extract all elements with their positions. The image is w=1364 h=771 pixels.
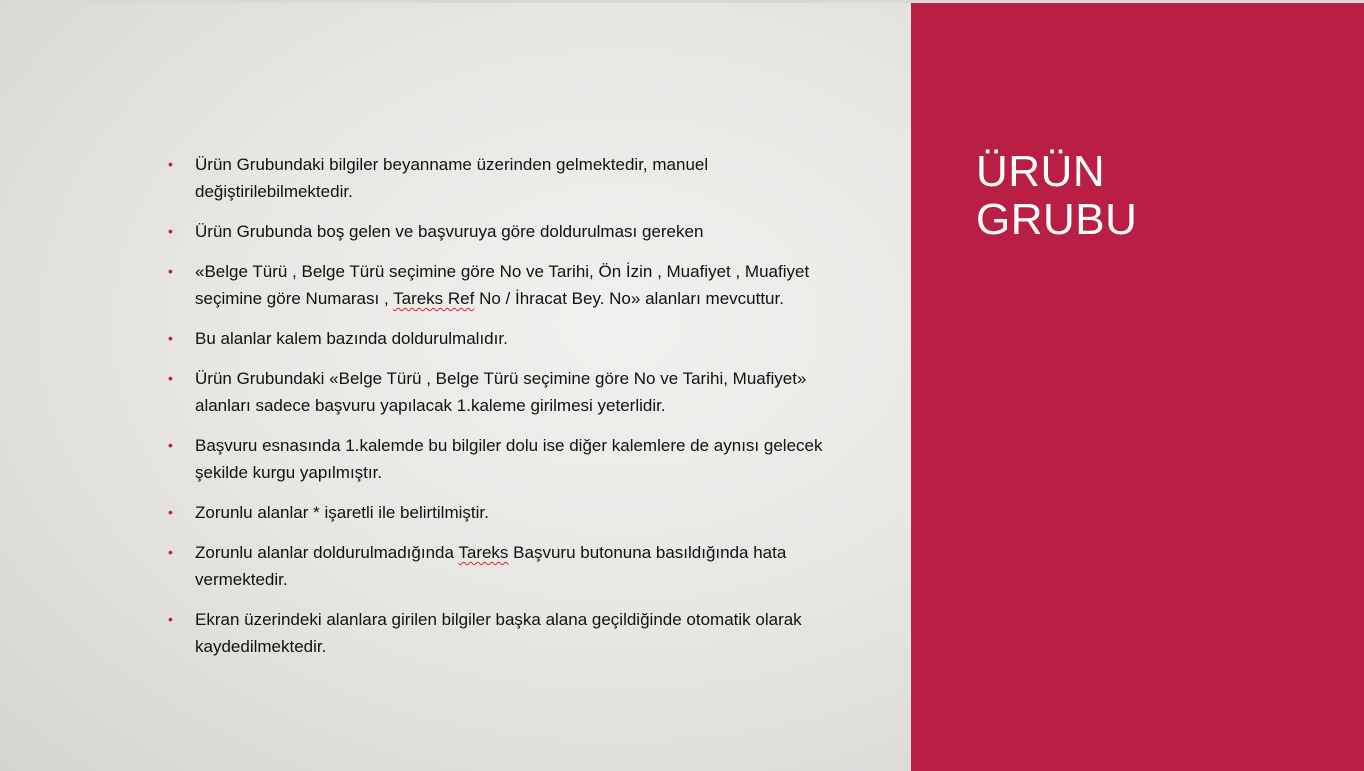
bullet-text-part: Başvuru butonuna basıldığında hata vermektedir. — [195, 543, 787, 589]
bullet-text: Zorunlu alanlar * işaretli ile belirtilmiştir. — [195, 503, 489, 522]
bullet-item — [168, 151, 828, 205]
bullet-text: Başvuru esnasında 1.kalemde bu bilgiler dolu ise diğer kalemlere de aynısı gelecek şekilde kurgu yapılmıştır. — [195, 436, 823, 482]
bullet-dot-icon: • — [168, 263, 173, 279]
bullet-item — [168, 432, 828, 486]
bullet-text-part: No / İhracat Bey. No» alanları mevcuttur. — [474, 289, 784, 308]
bullet-text: Ürün Grubundaki «Belge Türü , Belge Türü seçimine göre No ve Tarihi, Muafiyet» alanları sadece başvuru yapılacak 1.kaleme girilmesi yeterlidir. — [195, 369, 807, 415]
misspelled-word: Tareks Ref — [393, 289, 475, 308]
slide-title-line-2: GRUBU — [976, 195, 1138, 244]
bullet-text: Ürün Grubundaki bilgiler beyanname üzerinden gelmektedir, manuel değiştirilebilmektedir. — [195, 155, 709, 201]
bullet-text: Bu alanlar kalem bazında doldurulmalıdır. — [195, 329, 508, 348]
bullet-dot-icon: • — [168, 156, 173, 172]
bullet-item — [168, 325, 828, 352]
slide-title — [976, 148, 1316, 244]
misspelled-word: Tareks — [458, 543, 509, 562]
bullet-item — [168, 365, 828, 419]
bullet-text-part: Zorunlu alanlar doldurulmadığında — [195, 543, 459, 562]
bullet-dot-icon: • — [168, 223, 173, 239]
bullet-text: Ürün Grubunda boş gelen ve başvuruya göre doldurulması gereken — [195, 222, 704, 241]
bullet-text: Ekran üzerindeki alanlara girilen bilgiler başka alana geçildiğinde otomatik olarak kaydedilmektedir. — [195, 610, 802, 656]
bullet-dot-icon: • — [168, 330, 173, 346]
bullet-text-part: «Belge Türü , Belge Türü seçimine göre No ve Tarihi, Ön İzin , Muafiyet , Muafiyet seçimine göre Numarası , — [195, 262, 810, 308]
bullet-item — [168, 499, 828, 526]
bullet-item — [168, 539, 828, 593]
slide-title-line-1: ÜRÜN — [976, 147, 1106, 196]
title-pane — [911, 3, 1364, 771]
bullet-list — [168, 151, 828, 673]
bullet-dot-icon: • — [168, 437, 173, 453]
bullet-dot-icon: • — [168, 611, 173, 627]
bullet-item — [168, 606, 828, 660]
bullet-item — [168, 218, 828, 245]
bullet-dot-icon: • — [168, 370, 173, 386]
bullet-dot-icon: • — [168, 544, 173, 560]
bullet-dot-icon: • — [168, 504, 173, 520]
bullet-item — [168, 258, 828, 312]
slide — [0, 3, 1364, 771]
